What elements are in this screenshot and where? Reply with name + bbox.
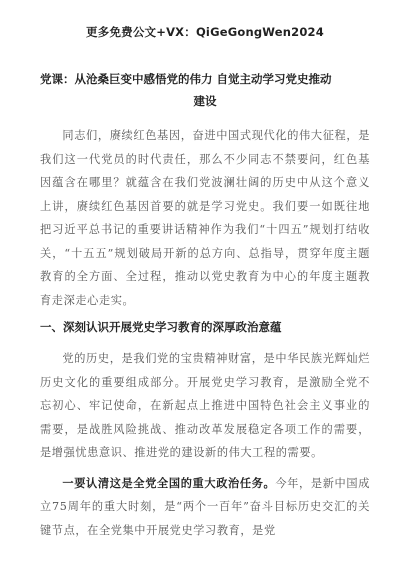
document-title-line-1: 党课：从沧桑巨变中感悟党的伟力 自觉主动学习党史推动 xyxy=(40,72,332,86)
subpoint-lead-text: 一要认清这是全党全国的重大政治任务。 xyxy=(62,476,276,490)
section-1-paragraph: 党的历史，是我们党的宝贵精神财富，是中华民族光辉灿烂历史文化的重要组成部分。开展党史学习教育，是激励全党不忘初心、牢记使命，在新起点上推进中国特色社会主义事业的需要，是战胜风险挑战、推动改革发展稳定各项工作的需要，是增强忧患意识、推进党的建设新的伟大工程的需要。 xyxy=(40,352,370,459)
subpoint-body-text: 今年，是新中国成立75周年的重大时刻，是“两个一百年”奋斗目标历史交汇的关键节点，在全党集中开展党史学习教育，是党 xyxy=(40,476,370,537)
intro-paragraph: 同志们，赓续红色基因，奋进中国式现代化的伟大征程，是我们这一代党员的时代责任，那么不少同志不禁要问，红色基因蕴含在哪里？就蕴含在我们党波澜壮阔的历史中从这个意义上讲，赓续红色基因首要的就是学习党史。我们要一如既往地把习近平总书记的重要讲话精神作为我们“十四五”规划打结收关，“十五五”规划破局开新的总方向、总指导，贯穿年度主题教育的全方面、全过程，推动以党史教育为中心的年度主题教育走深走心走实。 xyxy=(40,129,370,307)
section-heading-1: 一、深刻认识开展党史学习教育的深厚政治意蕴 xyxy=(40,320,282,334)
section-1-subpoint-paragraph xyxy=(40,472,370,543)
page-header: 更多免费公文+VX：QiGeGongWen2024 xyxy=(86,25,324,39)
document-title xyxy=(40,68,370,112)
document-title-line-2: 建设 xyxy=(193,94,217,108)
